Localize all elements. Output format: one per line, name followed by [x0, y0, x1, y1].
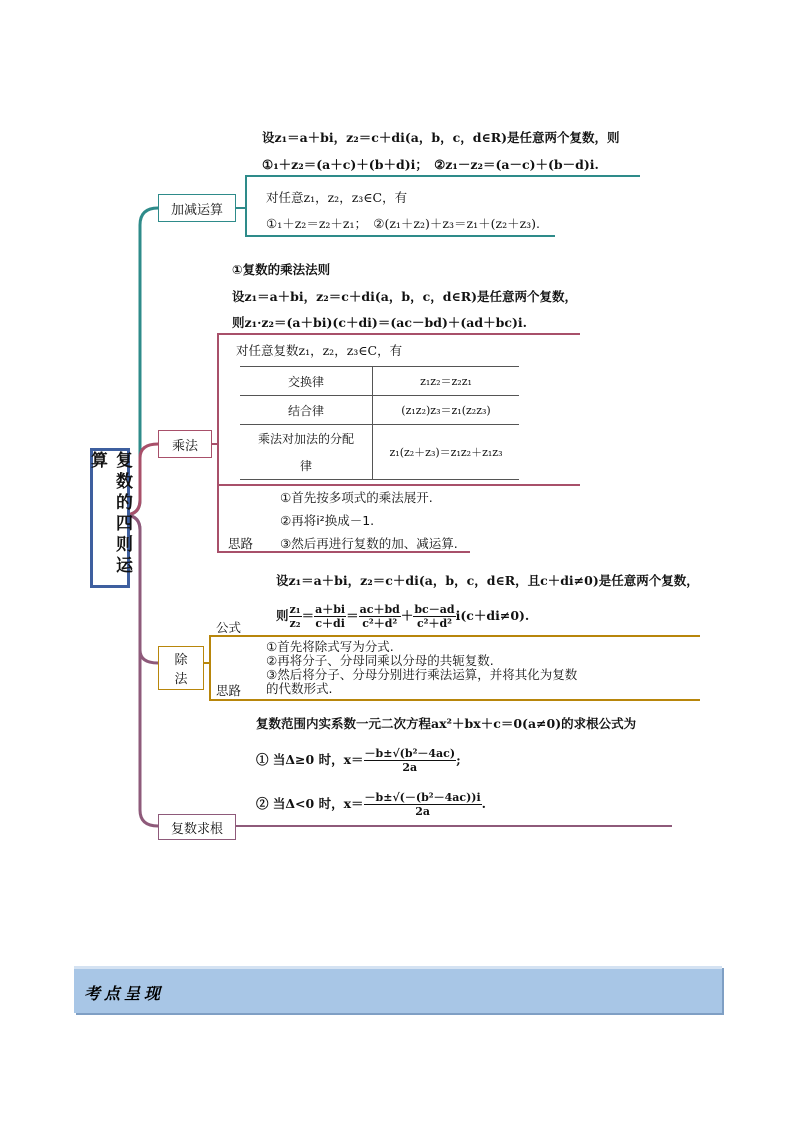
frac-den: c²＋d²	[362, 617, 398, 630]
roots-case1-suffix: ;	[456, 752, 461, 767]
roots-label: 复数求根	[170, 821, 223, 837]
law-formula: (z₁z₂)z₃＝z₁(z₂z₃)	[373, 396, 520, 425]
divide-formula-label: 公式	[216, 620, 242, 635]
add-sub-line2: ①₁＋z₂＝(a＋c)＋(b＋d)i； ②z₁－z₂＝(a－c)＋(b－d)i.	[262, 157, 599, 172]
table-row	[240, 396, 519, 425]
roots-node	[158, 814, 236, 840]
multiply-approach-3: ③然后再进行复数的加、减运算.	[280, 536, 458, 551]
law-formula: z₁(z₂＋z₃)＝z₁z₂＋z₁z₃	[373, 425, 520, 480]
multiply-node	[158, 430, 212, 458]
roots-case1-prefix: ① 当Δ≥0 时，x＝	[256, 752, 364, 767]
law-name: 交换律	[240, 367, 373, 396]
add-sub-line1: 设z₁＝a＋bi，z₂＝c＋di(a，b，c，d∈R)是任意两个复数，则	[262, 130, 620, 145]
section-banner	[74, 966, 722, 1013]
add-sub-line4: ①₁＋z₂＝z₂＋z₁； ②(z₁＋z₂)＋z₃＝z₁＋(z₂＋z₃).	[266, 216, 541, 231]
frac-den: z₂	[289, 617, 301, 630]
divide-label-line1: 除	[174, 653, 188, 668]
frac-num: bc－ad	[414, 603, 455, 616]
frac-num: z₁	[289, 603, 301, 616]
multiply-label: 乘法	[171, 438, 198, 454]
multiply-approach-label: 思路	[228, 536, 254, 551]
divide-label-line2: 法	[174, 672, 188, 687]
multiply-rule-title: ①复数的乘法法则	[232, 262, 331, 277]
law-name	[240, 425, 373, 480]
table-row	[240, 367, 519, 396]
divide-approach-2: ②再将分子、分母同乘以分母的共轭复数.	[266, 653, 494, 668]
table-row	[240, 425, 519, 480]
fraction	[359, 603, 401, 630]
multiply-rule-line1: 设z₁＝a＋bi，z₂＝c＋di(a，b，c，d∈R)是任意两个复数，	[232, 289, 577, 304]
frac-num: ac＋bd	[359, 603, 400, 616]
add-sub-node	[158, 194, 236, 222]
root-label: 复数的四则运算	[87, 451, 132, 577]
roots-case1	[256, 744, 461, 776]
divide-approach-1: ①首先将除式写为分式.	[266, 639, 394, 654]
frac-den: 2a	[415, 805, 430, 818]
frac-den: c²＋d²	[416, 617, 452, 630]
frac-num: a＋bi	[315, 603, 346, 616]
law-name: 结合律	[240, 396, 373, 425]
multiply-approach-2: ②再将i²换成－1.	[280, 513, 375, 528]
roots-case2	[256, 788, 486, 820]
roots-intro: 复数范围内实系数一元二次方程ax²＋bx＋c＝0(a≠0)的求根公式为	[256, 716, 637, 731]
divide-formula-suffix: i(c＋di≠0).	[455, 608, 530, 623]
divide-node	[158, 646, 204, 690]
divide-formula: 则 $\frac{\text{z₁}}{\text{z₂}}$ ＝ $\frac{a+bi}{c+di}$ ＝ $\frac{ac+bd}{\text{c²＋d²}}$ ＋ $\frac{bc-ad}{\text{c²＋d²}}$ i(c＋di≠0).	[276, 603, 530, 630]
multiply-laws-intro: 对任意复数z₁，z₂，z₃∈C，有	[236, 343, 403, 358]
fraction	[289, 603, 302, 630]
multiply-rule-line2: 则z₁·z₂＝(a＋bi)(c＋di)＝(ac－bd)＋(ad＋bc)i.	[232, 315, 527, 330]
divide-formula-prefix: 则	[276, 608, 289, 623]
multiplication-laws-table	[240, 366, 519, 480]
frac-den: c＋di	[315, 617, 345, 630]
add-sub-line3: 对任意z₁，z₂，z₃∈C，有	[266, 190, 408, 205]
fraction	[413, 603, 455, 630]
law-name-line2: 律	[299, 459, 312, 473]
law-formula: z₁z₂＝z₂z₁	[373, 367, 520, 396]
fraction	[364, 791, 482, 818]
frac-num: －b±√(－(b²－4ac))i	[364, 791, 481, 804]
divide-approach-4: 的代数形式.	[266, 681, 333, 696]
roots-case2-prefix: ② 当Δ<0 时，x＝	[256, 796, 364, 811]
fraction	[314, 603, 346, 630]
section-banner-title: 考点呈现	[84, 984, 165, 1003]
frac-den: 2a	[402, 761, 418, 774]
add-sub-label: 加减运算	[170, 202, 223, 218]
divide-approach-label: 思路	[216, 683, 242, 698]
divide-formula-intro: 设z₁＝a＋bi，z₂＝c＋di(a，b，c，d∈R，且c＋di≠0)是任意两个复数，	[276, 573, 699, 588]
multiply-approach-1: ①首先按多项式的乘法展开.	[280, 490, 433, 505]
frac-num: －b±√(b²－4ac)	[364, 747, 456, 760]
fraction	[364, 747, 457, 774]
divide-approach-3: ③然后将分子、分母分别进行乘法运算，并将其化为复数	[266, 667, 578, 682]
root-node	[87, 448, 132, 588]
roots-case2-suffix: .	[481, 796, 487, 811]
law-name-line1: 乘法对加法的分配	[257, 432, 354, 446]
